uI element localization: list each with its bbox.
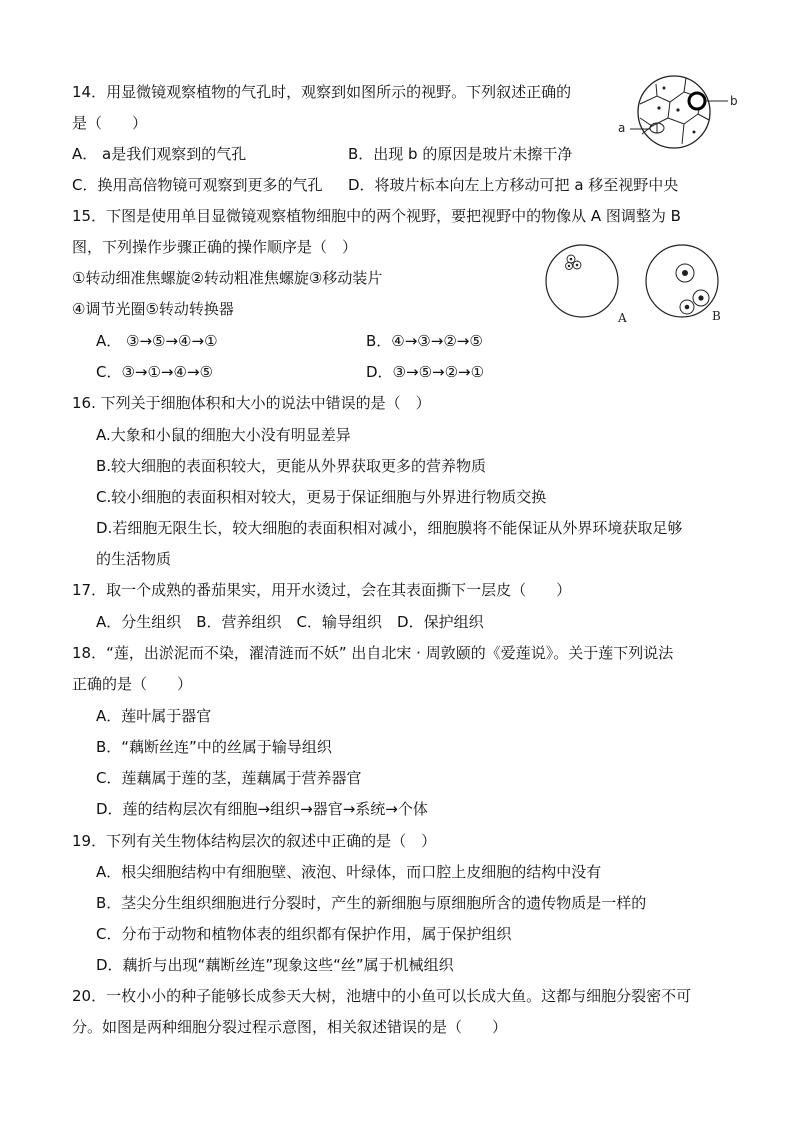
q15-stem-line1: 15．下图是使用单目显微镜观察植物细胞中的两个视野，要把视野中的物像从 A 图调整为 B	[72, 207, 681, 225]
q14-option-d: D．将玻片标本向左上方移动可把 a 移至视野中央	[348, 176, 679, 194]
q20-stem-line1: 20．一枚小小的种子能够长成参天大树，池塘中的小鱼可以长成大鱼。这都与细胞分裂密不可	[72, 987, 692, 1005]
q15-option-a: A． ③→⑤→④→①	[96, 332, 218, 350]
q15-stem-line2: 图，下列操作步骤正确的操作顺序是（ ）	[72, 238, 358, 256]
q14-option-c: C．换用高倍物镜可观察到更多的气孔	[72, 176, 323, 194]
q18-option-a: A．莲叶属于器官	[96, 707, 212, 725]
q19-option-a: A．根尖细胞结构中有细胞壁、液泡、叶绿体，而口腔上皮细胞的结构中没有	[96, 863, 602, 881]
q19-option-b: B．茎尖分生组织细胞进行分裂时，产生的新细胞与原细胞所含的遗传物质是一样的	[96, 894, 647, 912]
q18-stem-line1: 18．“莲，出淤泥而不染，濯清涟而不妖” 出自北宋 · 周敦颐的《爱莲说》。关于莲下列说法	[72, 644, 674, 662]
q18-option-d: D．莲的结构层次有细胞→组织→器官→系统→个体	[96, 800, 428, 818]
q14-option-b: B．出现 b 的原因是玻片未擦干净	[348, 145, 573, 163]
q15-figure-label-B: B	[712, 309, 721, 323]
q15-figure-label-A: A	[618, 311, 627, 325]
q14-stem-line2: 是（ ）	[72, 114, 148, 132]
q14-option-a: A． a是我们观察到的气孔	[72, 145, 247, 163]
q15-option-d: D．③→⑤→②→①	[366, 363, 485, 381]
q15-steps-line2: ④调节光圈⑤转动转换器	[72, 300, 234, 318]
q16-option-d-line1: D.若细胞无限生长，较大细胞的表面积相对减小，细胞膜将不能保证从外界环境获取足够	[96, 519, 683, 537]
q19-option-c: C．分布于动物和植物体表的组织都有保护作用，属于保护组织	[96, 925, 512, 943]
q14-figure-label-a: a	[618, 121, 626, 135]
q16-option-c: C.较小细胞的表面积相对较大，更易于保证细胞与外界进行物质交换	[96, 488, 547, 506]
q15-steps-line1: ①转动细准焦螺旋②转动粗准焦螺旋③移动装片	[72, 269, 383, 287]
q18-stem-line2: 正确的是（ ）	[72, 675, 193, 693]
q14-stem-line1: 14．用显微镜观察植物的气孔时，观察到如图所示的视野。下列叙述正确的	[72, 83, 572, 101]
q18-option-b: B．“藕断丝连”中的丝属于输导组织	[96, 738, 332, 756]
q15-microscope-fields-figure	[544, 244, 754, 326]
q19-option-d: D．藕折与出现“藕断丝连”现象这些“丝”属于机械组织	[96, 956, 454, 974]
q14-figure-label-b: b	[730, 94, 738, 108]
q15-option-c: C．③→①→④→⑤	[96, 363, 213, 381]
q17-stem: 17．取一个成熟的番茄果实，用开水烫过，会在其表面撕下一层皮（ ）	[72, 581, 572, 599]
q16-option-a: A.大象和小鼠的细胞大小没有明显差异	[96, 426, 351, 444]
q16-option-b: B.较大细胞的表面积较大，更能从外界获取更多的营养物质	[96, 457, 487, 475]
q14-stomata-figure	[612, 74, 752, 154]
q20-stem-line2: 分。如图是两种细胞分裂过程示意图，相关叙述错误的是（ ）	[72, 1018, 508, 1036]
q16-stem: 16. 下列关于细胞体积和大小的说法中错误的是（ ）	[72, 394, 431, 412]
q18-option-c: C．莲藕属于莲的茎，莲藕属于营养器官	[96, 769, 362, 787]
q19-stem: 19．下列有关生物体结构层次的叙述中正确的是（ ）	[72, 832, 437, 850]
q17-options: A．分生组织 B．营养组织 C．输导组织 D．保护组织	[96, 613, 484, 631]
q16-option-d-line2: 的生活物质	[96, 550, 172, 568]
q15-option-b: B．④→③→②→⑤	[366, 332, 483, 350]
